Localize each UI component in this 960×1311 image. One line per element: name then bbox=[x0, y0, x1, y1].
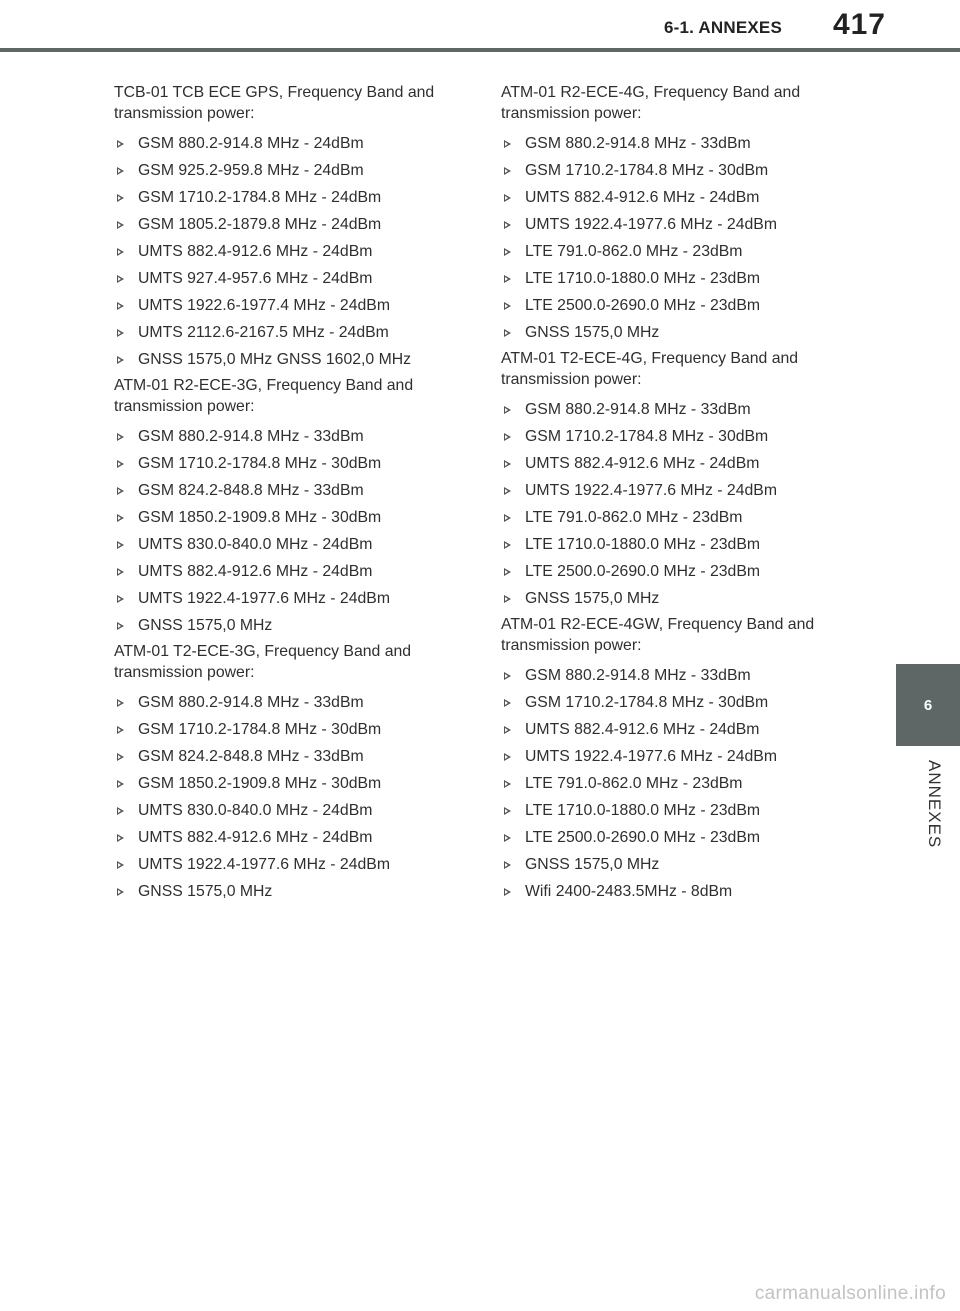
spec-item bbox=[114, 716, 464, 743]
header-rule bbox=[0, 48, 960, 52]
spec-block-title: ATM-01 R2-ECE-4GW, Frequency Band and transmission power: bbox=[501, 616, 815, 654]
spec-item bbox=[114, 346, 464, 373]
header-section-title: 6-1. ANNEXES bbox=[664, 18, 782, 37]
triangle-bullet-icon bbox=[117, 487, 124, 495]
triangle-bullet-icon bbox=[117, 433, 124, 441]
spec-item-text: GSM 925.2-959.8 MHz - 24dBm bbox=[138, 162, 364, 179]
spec-item bbox=[501, 292, 851, 319]
spec-item-text: GSM 880.2-914.8 MHz - 33dBm bbox=[138, 694, 364, 711]
spec-item-text: UMTS 882.4-912.6 MHz - 24dBm bbox=[138, 243, 373, 260]
spec-item bbox=[114, 824, 464, 851]
spec-item bbox=[501, 824, 851, 851]
spec-item bbox=[501, 477, 851, 504]
triangle-bullet-icon bbox=[504, 460, 511, 468]
spec-item bbox=[114, 878, 464, 905]
spec-block-title: ATM-01 T2-ECE-4G, Frequency Band and transmission power: bbox=[501, 350, 799, 388]
triangle-bullet-icon bbox=[117, 167, 124, 175]
spec-item bbox=[114, 130, 464, 157]
triangle-bullet-icon bbox=[504, 888, 511, 896]
triangle-bullet-icon bbox=[117, 541, 124, 549]
spec-item-text: UMTS 1922.6-1977.4 MHz - 24dBm bbox=[138, 297, 390, 314]
spec-item bbox=[114, 612, 464, 639]
spec-block bbox=[501, 614, 851, 905]
spec-item-text: UMTS 882.4-912.6 MHz - 24dBm bbox=[525, 721, 760, 738]
spec-item bbox=[114, 477, 464, 504]
triangle-bullet-icon bbox=[117, 807, 124, 815]
triangle-bullet-icon bbox=[117, 460, 124, 468]
triangle-bullet-icon bbox=[504, 221, 511, 229]
spec-item bbox=[501, 423, 851, 450]
triangle-bullet-icon bbox=[504, 406, 511, 414]
triangle-bullet-icon bbox=[504, 514, 511, 522]
chapter-tab-number: 6 bbox=[923, 696, 933, 714]
spec-item bbox=[114, 797, 464, 824]
triangle-bullet-icon bbox=[504, 302, 511, 310]
spec-item-text: UMTS 1922.4-1977.6 MHz - 24dBm bbox=[525, 482, 777, 499]
triangle-bullet-icon bbox=[504, 329, 511, 337]
spec-item bbox=[501, 558, 851, 585]
spec-block-title: ATM-01 R2-ECE-4G, Frequency Band and transmission power: bbox=[501, 84, 801, 122]
spec-item-text: UMTS 1922.4-1977.6 MHz - 24dBm bbox=[525, 748, 777, 765]
triangle-bullet-icon bbox=[504, 699, 511, 707]
spec-item bbox=[114, 585, 464, 612]
spec-item bbox=[114, 770, 464, 797]
spec-item-text: GSM 824.2-848.8 MHz - 33dBm bbox=[138, 482, 364, 499]
spec-item-text: LTE 1710.0-1880.0 MHz - 23dBm bbox=[525, 536, 761, 553]
spec-item bbox=[501, 851, 851, 878]
triangle-bullet-icon bbox=[117, 888, 124, 896]
spec-item-text: LTE 791.0-862.0 MHz - 23dBm bbox=[525, 509, 743, 526]
spec-item-text: GSM 1710.2-1784.8 MHz - 30dBm bbox=[138, 721, 382, 738]
spec-item bbox=[501, 585, 851, 612]
spec-item-text: UMTS 830.0-840.0 MHz - 24dBm bbox=[138, 536, 373, 553]
triangle-bullet-icon bbox=[504, 275, 511, 283]
triangle-bullet-icon bbox=[504, 726, 511, 734]
spec-item-text: GNSS 1575,0 MHz bbox=[138, 883, 273, 900]
triangle-bullet-icon bbox=[504, 167, 511, 175]
page-number: 417 bbox=[832, 8, 886, 41]
left-column bbox=[114, 82, 464, 907]
triangle-bullet-icon bbox=[117, 568, 124, 576]
spec-item-text: UMTS 882.4-912.6 MHz - 24dBm bbox=[138, 563, 373, 580]
spec-item bbox=[114, 689, 464, 716]
triangle-bullet-icon bbox=[504, 541, 511, 549]
spec-item bbox=[114, 531, 464, 558]
spec-item-text: UMTS 1922.4-1977.6 MHz - 24dBm bbox=[138, 856, 390, 873]
spec-item bbox=[114, 211, 464, 238]
spec-item-text: UMTS 882.4-912.6 MHz - 24dBm bbox=[525, 455, 760, 472]
spec-item bbox=[501, 396, 851, 423]
spec-item-text: GSM 1805.2-1879.8 MHz - 24dBm bbox=[138, 216, 382, 233]
spec-item-text: UMTS 2112.6-2167.5 MHz - 24dBm bbox=[138, 324, 389, 341]
spec-item bbox=[501, 797, 851, 824]
spec-item bbox=[114, 238, 464, 265]
spec-item bbox=[501, 211, 851, 238]
triangle-bullet-icon bbox=[117, 861, 124, 869]
triangle-bullet-icon bbox=[117, 140, 124, 148]
spec-item-text: GSM 1850.2-1909.8 MHz - 30dBm bbox=[138, 775, 382, 792]
triangle-bullet-icon bbox=[504, 780, 511, 788]
triangle-bullet-icon bbox=[504, 834, 511, 842]
spec-item bbox=[501, 265, 851, 292]
triangle-bullet-icon bbox=[504, 861, 511, 869]
spec-item bbox=[501, 770, 851, 797]
right-column bbox=[501, 82, 851, 907]
triangle-bullet-icon bbox=[117, 356, 124, 364]
spec-item-text: GSM 880.2-914.8 MHz - 33dBm bbox=[525, 135, 751, 152]
spec-item-text: GSM 1710.2-1784.8 MHz - 30dBm bbox=[525, 428, 769, 445]
triangle-bullet-icon bbox=[117, 194, 124, 202]
spec-item-text: GNSS 1575,0 MHz bbox=[525, 590, 660, 607]
spec-item-text: GSM 880.2-914.8 MHz - 24dBm bbox=[138, 135, 364, 152]
spec-item-text: LTE 791.0-862.0 MHz - 23dBm bbox=[525, 775, 743, 792]
spec-item bbox=[501, 662, 851, 689]
triangle-bullet-icon bbox=[504, 753, 511, 761]
triangle-bullet-icon bbox=[117, 221, 124, 229]
watermark: carmanualsonline.info bbox=[754, 1283, 946, 1304]
spec-item-text: GSM 880.2-914.8 MHz - 33dBm bbox=[138, 428, 364, 445]
spec-item-text: GSM 1710.2-1784.8 MHz - 30dBm bbox=[525, 162, 769, 179]
triangle-bullet-icon bbox=[117, 753, 124, 761]
spec-item bbox=[114, 743, 464, 770]
spec-item bbox=[114, 851, 464, 878]
spec-item-text: LTE 791.0-862.0 MHz - 23dBm bbox=[525, 243, 743, 260]
triangle-bullet-icon bbox=[504, 487, 511, 495]
spec-item bbox=[501, 184, 851, 211]
triangle-bullet-icon bbox=[117, 302, 124, 310]
spec-block bbox=[501, 348, 851, 612]
triangle-bullet-icon bbox=[117, 329, 124, 337]
spec-item bbox=[501, 878, 851, 905]
spec-item-text: UMTS 882.4-912.6 MHz - 24dBm bbox=[525, 189, 760, 206]
spec-item bbox=[114, 184, 464, 211]
spec-item bbox=[114, 265, 464, 292]
spec-block bbox=[114, 82, 464, 373]
spec-item-text: GSM 1850.2-1909.8 MHz - 30dBm bbox=[138, 509, 382, 526]
triangle-bullet-icon bbox=[504, 568, 511, 576]
spec-item-text: LTE 2500.0-2690.0 MHz - 23dBm bbox=[525, 297, 761, 314]
spec-item-text: LTE 2500.0-2690.0 MHz - 23dBm bbox=[525, 829, 761, 846]
spec-item-text: GSM 1710.2-1784.8 MHz - 24dBm bbox=[138, 189, 382, 206]
spec-item-text: Wifi 2400-2483.5MHz - 8dBm bbox=[525, 883, 733, 900]
spec-item-text: LTE 1710.0-1880.0 MHz - 23dBm bbox=[525, 802, 761, 819]
spec-item bbox=[114, 504, 464, 531]
spec-block-title: ATM-01 R2-ECE-3G, Frequency Band and transmission power: bbox=[114, 377, 414, 415]
spec-block-title: ATM-01 T2-ECE-3G, Frequency Band and transmission power: bbox=[114, 643, 412, 681]
spec-item-text: GNSS 1575,0 MHz bbox=[525, 856, 660, 873]
spec-item bbox=[501, 504, 851, 531]
spec-item-text: GSM 880.2-914.8 MHz - 33dBm bbox=[525, 667, 751, 684]
triangle-bullet-icon bbox=[504, 807, 511, 815]
triangle-bullet-icon bbox=[117, 595, 124, 603]
spec-item bbox=[501, 531, 851, 558]
spec-item-text: GNSS 1575,0 MHz GNSS 1602,0 MHz bbox=[138, 351, 412, 368]
triangle-bullet-icon bbox=[117, 699, 124, 707]
spec-item-text: LTE 1710.0-1880.0 MHz - 23dBm bbox=[525, 270, 761, 287]
spec-item-text: GSM 824.2-848.8 MHz - 33dBm bbox=[138, 748, 364, 765]
spec-block bbox=[114, 641, 464, 905]
spec-item bbox=[501, 743, 851, 770]
spec-item-text: GNSS 1575,0 MHz bbox=[138, 617, 273, 634]
spec-block-title: TCB-01 TCB ECE GPS, Frequency Band and transmission power: bbox=[114, 84, 435, 122]
triangle-bullet-icon bbox=[117, 780, 124, 788]
spec-item bbox=[114, 292, 464, 319]
spec-item-text: UMTS 882.4-912.6 MHz - 24dBm bbox=[138, 829, 373, 846]
spec-item bbox=[501, 689, 851, 716]
triangle-bullet-icon bbox=[504, 140, 511, 148]
spec-block bbox=[114, 375, 464, 639]
spec-item bbox=[501, 716, 851, 743]
spec-item bbox=[114, 319, 464, 346]
triangle-bullet-icon bbox=[504, 672, 511, 680]
spec-item bbox=[114, 450, 464, 477]
spec-item-text: UMTS 830.0-840.0 MHz - 24dBm bbox=[138, 802, 373, 819]
spec-item bbox=[501, 130, 851, 157]
triangle-bullet-icon bbox=[117, 726, 124, 734]
spec-item-text: GNSS 1575,0 MHz bbox=[525, 324, 660, 341]
triangle-bullet-icon bbox=[117, 275, 124, 283]
spec-item-text: GSM 1710.2-1784.8 MHz - 30dBm bbox=[525, 694, 769, 711]
spec-item bbox=[114, 558, 464, 585]
spec-item-text: UMTS 1922.4-1977.6 MHz - 24dBm bbox=[138, 590, 390, 607]
triangle-bullet-icon bbox=[117, 248, 124, 256]
triangle-bullet-icon bbox=[504, 595, 511, 603]
chapter-side-label: ANNEXES bbox=[925, 760, 944, 849]
triangle-bullet-icon bbox=[117, 622, 124, 630]
spec-item-text: UMTS 927.4-957.6 MHz - 24dBm bbox=[138, 270, 373, 287]
triangle-bullet-icon bbox=[117, 514, 124, 522]
triangle-bullet-icon bbox=[117, 834, 124, 842]
triangle-bullet-icon bbox=[504, 248, 511, 256]
spec-item bbox=[501, 450, 851, 477]
spec-item bbox=[114, 423, 464, 450]
spec-item bbox=[114, 157, 464, 184]
spec-item bbox=[501, 319, 851, 346]
triangle-bullet-icon bbox=[504, 433, 511, 441]
triangle-bullet-icon bbox=[504, 194, 511, 202]
spec-item-text: LTE 2500.0-2690.0 MHz - 23dBm bbox=[525, 563, 761, 580]
spec-item bbox=[501, 157, 851, 184]
spec-item-text: UMTS 1922.4-1977.6 MHz - 24dBm bbox=[525, 216, 777, 233]
spec-item bbox=[501, 238, 851, 265]
spec-block bbox=[501, 82, 851, 346]
spec-item-text: GSM 1710.2-1784.8 MHz - 30dBm bbox=[138, 455, 382, 472]
spec-item-text: GSM 880.2-914.8 MHz - 33dBm bbox=[525, 401, 751, 418]
